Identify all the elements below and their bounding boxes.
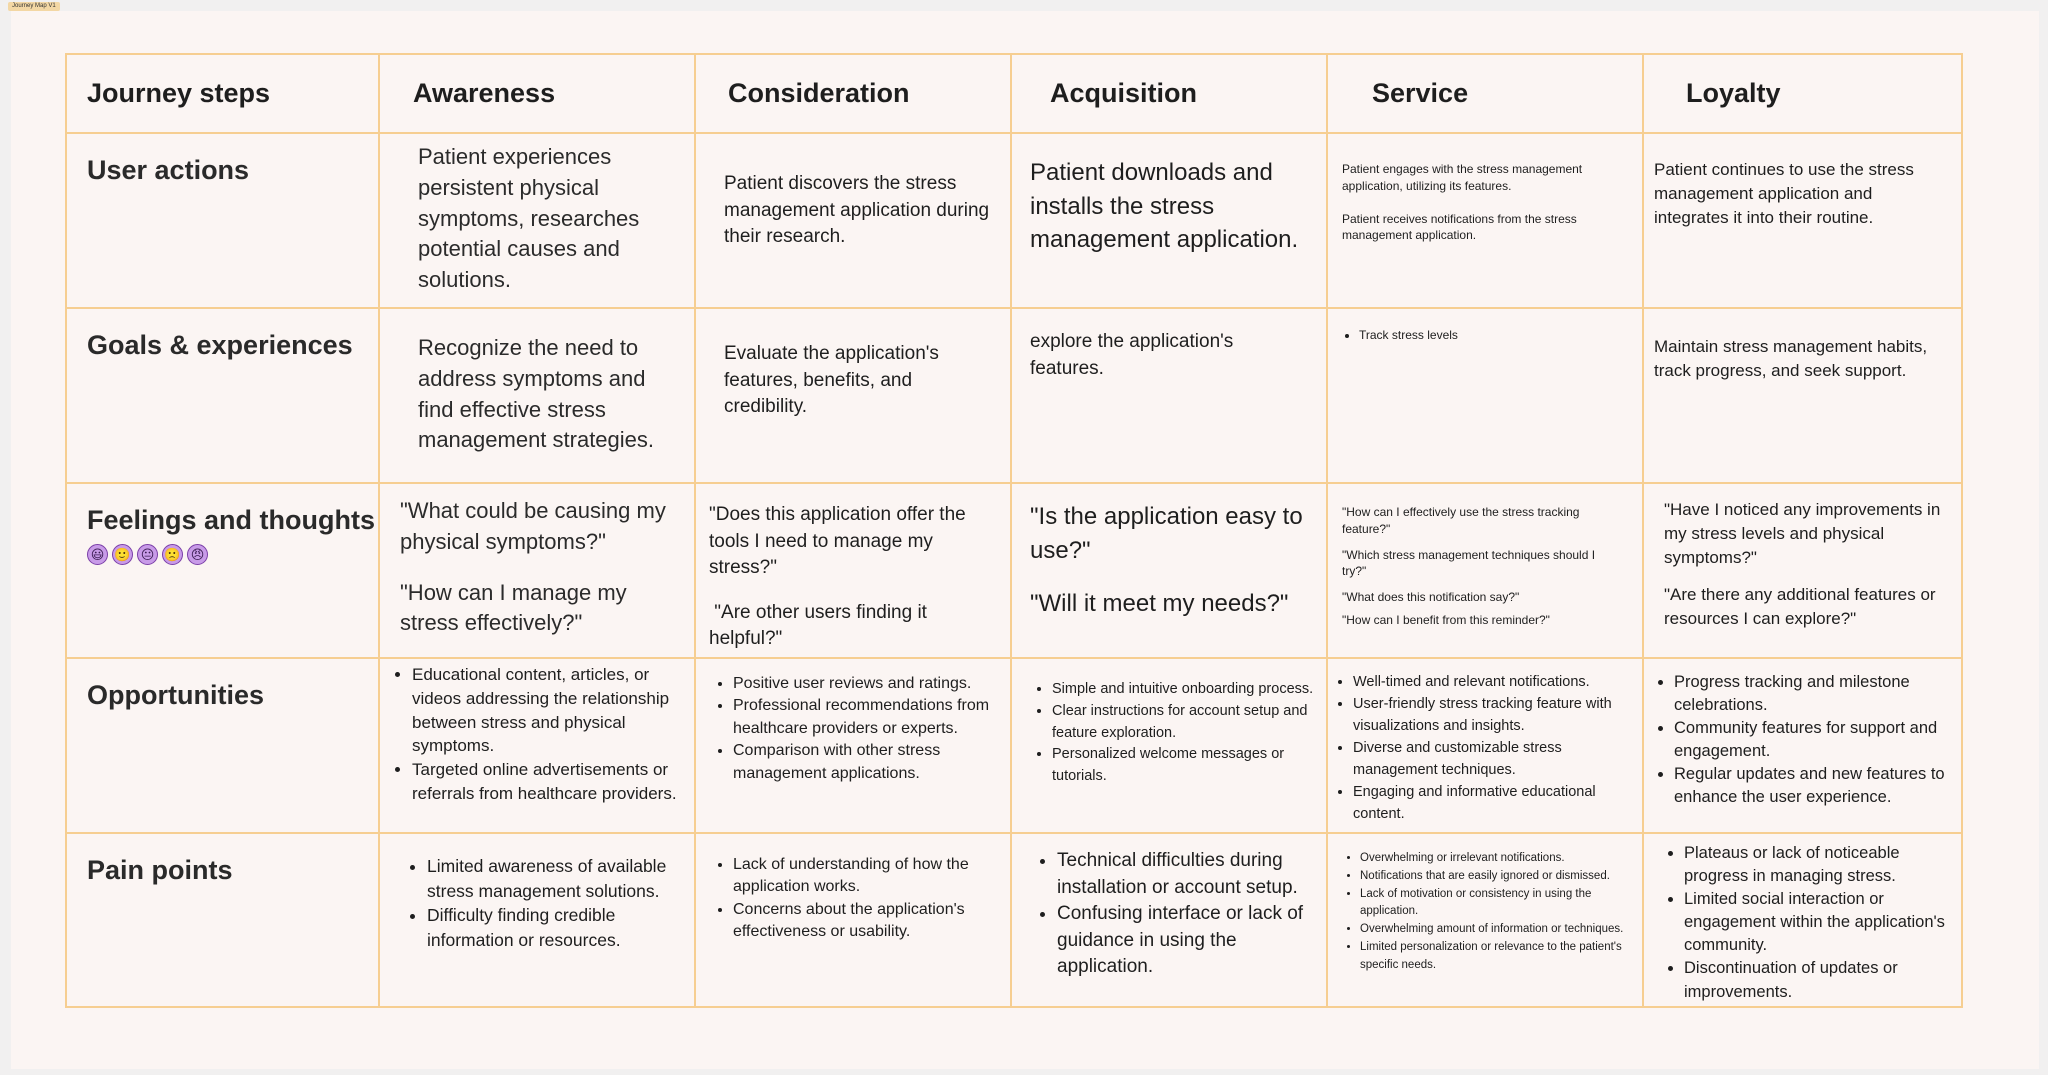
emoji-scale bbox=[87, 544, 378, 565]
list-item: • Professional recommendations from healthcare providers or experts. bbox=[733, 695, 1003, 740]
header-loyalty: Loyalty bbox=[1644, 55, 1963, 134]
goals-consideration: Evaluate the application's features, benefits, and credibility. bbox=[696, 309, 1012, 484]
journey-map-table bbox=[65, 53, 1963, 1008]
happy-face-icon: 🙂 bbox=[112, 544, 133, 565]
list-item: • Discontinuation of updates or improvements. bbox=[1684, 957, 1954, 1003]
sad-face-icon: 🙁 bbox=[162, 544, 183, 565]
list-item: • Technical difficulties during installation or account setup. bbox=[1057, 848, 1328, 901]
list-item: • Confusing interface or lack of guidance in using the application. bbox=[1057, 901, 1328, 981]
list-item: • Plateaus or lack of noticeable progress in managing stress. bbox=[1684, 842, 1954, 888]
opportunities-loyalty bbox=[1644, 659, 1963, 834]
opportunities-awareness bbox=[380, 659, 696, 834]
list-item: • Clear instructions for account setup and feature exploration. bbox=[1052, 701, 1317, 745]
pain-points-awareness bbox=[380, 834, 696, 1008]
list-item: • Simple and intuitive onboarding process. bbox=[1052, 679, 1317, 701]
row-label-feelings: Feelings and thoughts 😃 🙂 😐 🙁 😠 bbox=[67, 484, 380, 659]
opportunities-consideration bbox=[696, 659, 1012, 834]
goals-acquisition: explore the application's features. bbox=[1012, 309, 1328, 484]
list-item: • User-friendly stress tracking feature with visualizations and insights. bbox=[1353, 693, 1644, 737]
list-item: • Educational content, articles, or videos addressing the relationship between stress and physical symptoms. bbox=[412, 663, 696, 758]
user-actions-acquisition: Patient downloads and installs the stress management application. bbox=[1012, 134, 1328, 309]
list-item: • Difficulty finding credible information or resources. bbox=[427, 903, 696, 952]
row-label-opportunities: Opportunities bbox=[67, 659, 380, 834]
list-item: • Positive user reviews and ratings. bbox=[733, 673, 1003, 695]
list-item: • Comparison with other stress management applications. bbox=[733, 740, 1003, 785]
header-consideration: Consideration bbox=[696, 55, 1012, 134]
header-journey-steps: Journey steps bbox=[67, 55, 380, 134]
goals-service bbox=[1328, 309, 1644, 484]
pain-points-acquisition bbox=[1012, 834, 1328, 1008]
list-item: • Overwhelming amount of information or techniques. bbox=[1360, 921, 1644, 939]
user-actions-loyalty: Patient continues to use the stress management application and integrates it into their routine. bbox=[1644, 134, 1963, 309]
pain-points-consideration bbox=[696, 834, 1012, 1008]
feelings-service: "How can I effectively use the stress tracking feature?" "Which stress management techniques should I try?" "What does this notification say?" "How can I benefit from this reminder?" bbox=[1328, 484, 1644, 659]
list-item: • Track stress levels bbox=[1359, 327, 1619, 344]
pain-points-loyalty bbox=[1644, 834, 1963, 1008]
user-actions-service: Patient engages with the stress management application, utilizing its features. Patient receives notifications from the stress management application. bbox=[1328, 134, 1644, 309]
list-item: • Limited personalization or relevance to the patient's specific needs. bbox=[1360, 939, 1644, 975]
list-item: • Overwhelming or irrelevant notifications. bbox=[1360, 850, 1644, 868]
user-actions-awareness: Patient experiences persistent physical symptoms, researches potential causes and solutions. bbox=[380, 134, 696, 309]
pain-points-service bbox=[1328, 834, 1644, 1008]
very-happy-face-icon: 😃 bbox=[87, 544, 108, 565]
opportunities-acquisition bbox=[1012, 659, 1328, 834]
feelings-awareness: "What could be causing my physical symptoms?" "How can I manage my stress effectively?" bbox=[380, 484, 696, 659]
list-item: • Diverse and customizable stress management techniques. bbox=[1353, 737, 1644, 781]
header-awareness: Awareness bbox=[380, 55, 696, 134]
list-item: • Regular updates and new features to enhance the user experience. bbox=[1674, 763, 1963, 809]
row-label-goals: Goals & experiences bbox=[67, 309, 380, 484]
feelings-loyalty: "Have I noticed any improvements in my stress levels and physical symptoms?" "Are there any additional features or resources I can explore?" bbox=[1644, 484, 1963, 659]
list-item: • Engaging and informative educational content. bbox=[1353, 781, 1644, 825]
feelings-consideration: "Does this application offer the tools I need to manage my stress?" "Are other users finding it helpful?" bbox=[696, 484, 1012, 659]
list-item: • Community features for support and engagement. bbox=[1674, 717, 1963, 763]
opportunities-service bbox=[1328, 659, 1644, 834]
list-item: • Well-timed and relevant notifications. bbox=[1353, 671, 1644, 693]
neutral-face-icon: 😐 bbox=[137, 544, 158, 565]
header-acquisition: Acquisition bbox=[1012, 55, 1328, 134]
row-label-user-actions: User actions bbox=[67, 134, 380, 309]
list-item: • Notifications that are easily ignored or dismissed. bbox=[1360, 868, 1644, 886]
list-item: • Personalized welcome messages or tutorials. bbox=[1052, 744, 1317, 788]
row-label-pain-points: Pain points bbox=[67, 834, 380, 1008]
frame-label[interactable]: Journey Map V1 bbox=[8, 2, 60, 11]
list-item: • Limited awareness of available stress management solutions. bbox=[427, 854, 696, 903]
header-service: Service bbox=[1328, 55, 1644, 134]
list-item: • Progress tracking and milestone celebrations. bbox=[1674, 671, 1963, 717]
list-item: • Lack of motivation or consistency in using the application. bbox=[1360, 886, 1644, 922]
goals-awareness: Recognize the need to address symptoms and find effective stress management strategies. bbox=[380, 309, 696, 484]
list-item: • Targeted online advertisements or referrals from healthcare providers. bbox=[412, 758, 696, 806]
list-item: • Lack of understanding of how the application works. bbox=[733, 854, 988, 899]
user-actions-consideration: Patient discovers the stress management application during their research. bbox=[696, 134, 1012, 309]
list-item: • Concerns about the application's effectiveness or usability. bbox=[733, 899, 988, 944]
list-item: • Limited social interaction or engagement within the application's community. bbox=[1684, 888, 1954, 957]
feelings-acquisition: "Is the application easy to use?" "Will it meet my needs?" bbox=[1012, 484, 1328, 659]
angry-face-icon: 😠 bbox=[187, 544, 208, 565]
goals-loyalty: Maintain stress management habits, track progress, and seek support. bbox=[1644, 309, 1963, 484]
